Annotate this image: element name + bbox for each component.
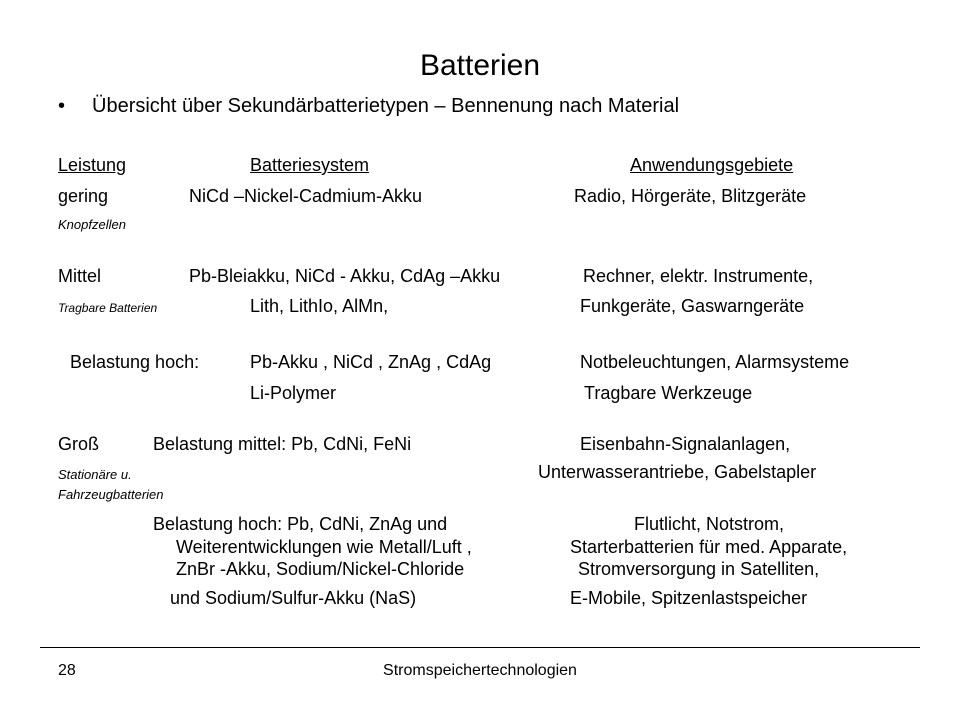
row-gross-system-3: Weiterentwicklungen wie Metall/Luft ,	[176, 537, 472, 557]
row-mittel-sub: Tragbare Batterien	[58, 301, 158, 315]
row-gering-anwendung: Radio, Hörgeräte, Blitzgeräte	[574, 186, 807, 206]
row-mittel-anwendung-2: Funkgeräte, Gaswarngeräte	[580, 296, 805, 316]
header-anwendungsgebiete: Anwendungsgebiete	[630, 155, 794, 175]
row-gross-system-2: Belastung hoch: Pb, CdNi, ZnAg und	[153, 514, 448, 534]
footer-divider	[40, 647, 920, 648]
row-mittel-belastung-label: Belastung hoch:	[70, 352, 200, 372]
row-mittel-anwendung-4: Tragbare Werkzeuge	[584, 383, 753, 403]
footer-topic: Stromspeichertechnologien	[383, 662, 577, 679]
row-gross-system-5: und Sodium/Sulfur-Akku (NaS)	[170, 588, 417, 608]
row-mittel-system-1: Pb-Bleiakku, NiCd - Akku, CdAg –Akku	[189, 266, 501, 286]
row-gross-label: Groß	[58, 434, 100, 454]
slide-title: Batterien	[419, 49, 541, 82]
row-gross-anwendung-1: Eisenbahn-Signalanlagen,	[580, 434, 791, 454]
header-batteriesystem: Batteriesystem	[250, 155, 370, 175]
row-gross-sub-2: Fahrzeugbatterien	[58, 487, 164, 502]
row-mittel-system-2: Lith, LithIo, AlMn,	[250, 296, 389, 316]
row-gross-anwendung-5: Stromversorgung in Satelliten,	[578, 559, 820, 579]
row-mittel-anwendung-3: Notbeleuchtungen, Alarmsysteme	[580, 352, 850, 372]
row-gross-anwendung-6: E-Mobile, Spitzenlastspeicher	[570, 588, 808, 608]
row-gross-system-1: Belastung mittel: Pb, CdNi, FeNi	[153, 434, 412, 454]
row-gering-system: NiCd –Nickel-Cadmium-Akku	[189, 186, 423, 206]
row-mittel-system-3: Pb-Akku , NiCd , ZnAg , CdAg	[250, 352, 492, 372]
row-gross-sub-1: Stationäre u.	[58, 467, 132, 482]
bullet-icon: •	[58, 95, 66, 117]
row-gross-anwendung-4: Starterbatterien für med. Apparate,	[570, 537, 848, 557]
row-mittel-label: Mittel	[58, 266, 102, 286]
row-gross-anwendung-2: Unterwasserantriebe, Gabelstapler	[538, 462, 817, 482]
row-gross-system-4: ZnBr -Akku, Sodium/Nickel-Chloride	[176, 559, 465, 579]
header-leistung: Leistung	[58, 155, 127, 175]
slide-subtitle: Übersicht über Sekundärbatterietypen – Bennenung nach Material	[92, 95, 680, 117]
row-gering-label: gering	[58, 186, 109, 206]
footer-page-number: 28	[58, 662, 76, 679]
row-gering-sub: Knopfzellen	[58, 217, 126, 232]
row-gross-anwendung-3: Flutlicht, Notstrom,	[634, 514, 785, 534]
row-mittel-system-4: Li-Polymer	[250, 383, 337, 403]
row-mittel-anwendung-1: Rechner, elektr. Instrumente,	[583, 266, 814, 286]
